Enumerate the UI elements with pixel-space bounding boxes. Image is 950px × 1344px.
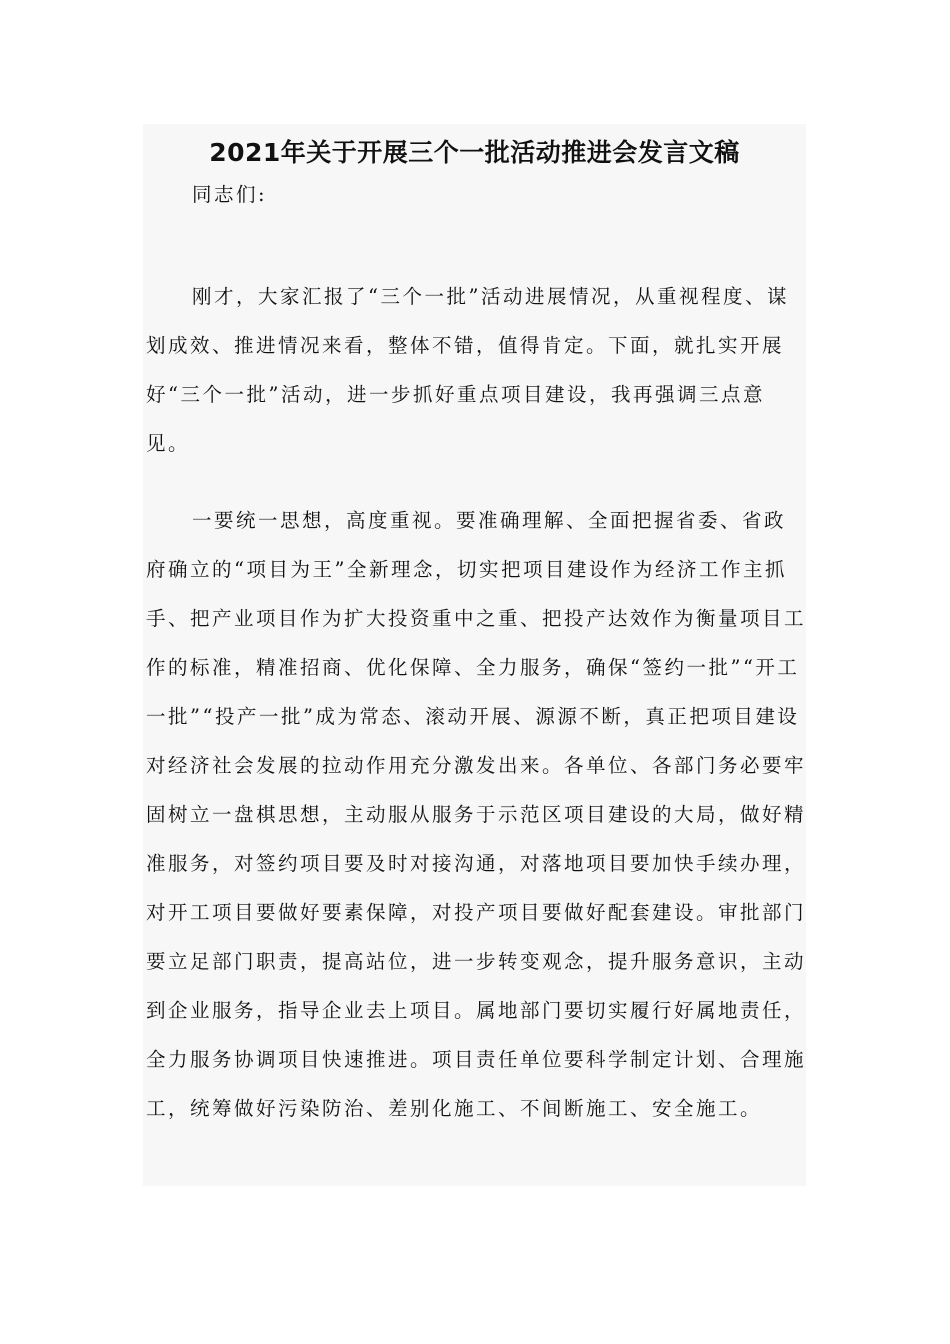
document-title: 2021年关于开展三个一批活动推进会发言文稿 <box>209 138 740 167</box>
paragraph-2: 一要统一思想，高度重视。要准确理解、全面把握省委、省政府确立的“项目为王”全新理念，切实把项目建设作为经济工作主抓手、把产业项目作为扩大投资重中之重、把投产达效作为衡量项目工作的标准，精准招商、优化保障、全力服务，确保“签约一批”“开工一批”“投产一批”成为常态、滚动开展、源源不断，真正把项目建设对经济社会发展的拉动作用充分激发出来。各单位、各部门务必要牢固树立一盘棋思想，主动服从服务于示范区项目建设的大局，做好精准服务，对签约项目要及时对接沟通，对落地项目要加快手续办理，对开工项目要做好要素保障，对投产项目要做好配套建设。审批部门要立足部门职责，提高站位，进一步转变观念，提升服务意识，主动到企业服务，指导企业去上项目。属地部门要切实履行好属地责任，全力服务协调项目快速推进。项目责任单位要科学制定计划、合理施工，统筹做好污染防治、差别化施工、不间断施工、安全施工。 <box>146 509 807 1120</box>
greeting: 同志们: <box>192 183 268 206</box>
paragraph-1: 刚才，大家汇报了“三个一批”活动进展情况，从重视程度、谋划成效、推进情况来看，整体不错，值得肯定。下面，就扎实开展好“三个一批”活动，进一步抓好重点项目建设，我再强调三点意见。 <box>146 285 789 455</box>
